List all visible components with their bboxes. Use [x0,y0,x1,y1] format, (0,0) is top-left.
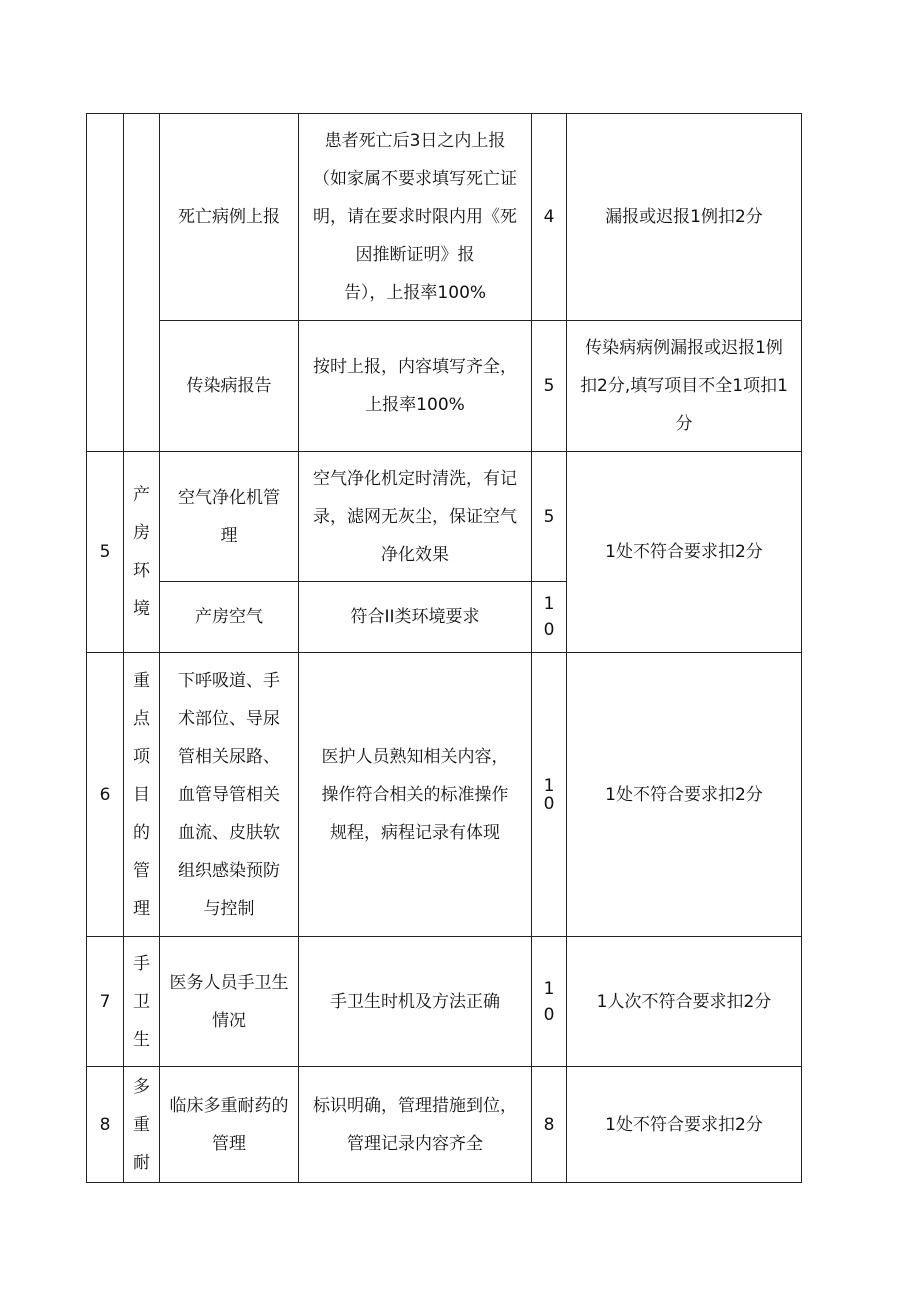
content-line: 操作符合相关的标准操作 [321,784,509,805]
score-text: 4 [543,207,555,227]
category-char: 手 [133,953,150,974]
category-cell-empty [124,114,160,452]
index-cell [87,653,124,937]
content-line: 空气净化机定时清洗，有记 [313,468,517,489]
item-line: 与控制 [203,898,255,919]
category-cell [124,937,160,1067]
score-text: 5 [543,376,555,396]
content-cell [299,452,532,582]
table-row [87,321,802,452]
content-cell [299,653,532,937]
table-row [87,452,802,582]
content-line: 净化效果 [381,544,449,565]
score-text: 5 [543,506,555,527]
score-digit: 1 [543,978,555,999]
content-line: 患者死亡后3日之内上报 [324,131,506,151]
index-cell-empty [87,114,124,452]
category-char: 点 [133,708,150,729]
category-char: 目 [133,784,150,805]
content-line: 因推断证明》报 [355,245,475,265]
content-cell [299,582,532,653]
category-char: 生 [133,1029,150,1050]
content-line: 告），上报率100% [343,283,487,303]
item-line: 情况 [212,1010,246,1031]
item-text: 产房空气 [195,607,263,627]
criteria-text: 1处不符合要求扣2分 [605,1114,763,1135]
item-line: 血流、皮肤软 [178,822,280,843]
item-line: 空气净化机管 [178,487,280,508]
criteria-line: 分 [675,414,693,434]
category-cell [124,1067,160,1183]
score-digit: 1 [543,776,555,796]
item-cell [160,1067,299,1183]
index-text: 7 [99,991,111,1012]
category-char: 多 [133,1076,150,1097]
content-line: 上报率100% [365,395,465,415]
content-cell [299,114,532,321]
criteria-text: 漏报或迟报1例扣2分 [605,207,763,227]
category-char: 的 [133,822,150,843]
category-char: 理 [133,898,150,919]
criteria-cell [567,452,802,653]
score-clipped [532,777,566,813]
score-digit: 0 [543,620,555,640]
criteria-cell [567,653,802,937]
item-line: 下呼吸道、手 [178,670,280,691]
score-cell [532,937,567,1067]
criteria-text: 1处不符合要求扣2分 [605,542,763,562]
item-line: 血管导管相关 [178,784,280,805]
item-line: 组织感染预防 [178,860,280,881]
index-cell [87,452,124,653]
item-text: 传染病报告 [186,376,272,396]
category-cell [124,452,160,653]
score-cell [532,653,567,937]
content-cell [299,937,532,1067]
score-digit: 0 [543,1004,555,1025]
table-row [87,114,802,321]
score-cell [532,1067,567,1183]
content-line: 规程，病程记录有体现 [330,822,500,843]
table-row [87,1067,802,1183]
index-text: 5 [99,542,111,562]
index-cell [87,1067,124,1183]
criteria-cell [567,937,802,1067]
content-line: 按时上报，内容填写齐全， [313,357,517,377]
score-cell [532,321,567,452]
item-line: 临床多重耐药的 [169,1095,289,1116]
table-row [87,937,802,1067]
category-cell [124,653,160,937]
item-line: 管相关尿路、 [178,746,280,767]
category-char: 项 [133,746,150,767]
criteria-line: 传染病病例漏报或迟报1例 [585,338,783,358]
item-cell [160,653,299,937]
evaluation-table [86,113,802,1183]
item-cell [160,114,299,321]
content-text: 手卫生时机及方法正确 [330,991,500,1012]
category-text: 产房环 境 [133,485,150,619]
content-cell [299,1067,532,1183]
content-line: 明，请在要求时限内用《死 [313,207,517,227]
score-text: 8 [543,1114,555,1135]
content-cell [299,321,532,452]
item-line: 术部位、导尿 [178,708,280,729]
content-line: （如家属不要求填写死亡证 [313,169,517,189]
table-row [87,653,802,937]
index-cell [87,937,124,1067]
item-cell [160,937,299,1067]
content-line: 录，滤网无灰尘，保证空气 [313,506,517,527]
item-line: 理 [220,525,238,546]
item-text: 死亡病例上报 [178,207,280,227]
content-line: 管理记录内容齐全 [347,1133,483,1154]
score-digit: 0 [543,793,555,813]
item-cell [160,321,299,452]
criteria-cell [567,1067,802,1183]
category-char: 卫 [133,991,150,1012]
criteria-cell [567,321,802,452]
category-char: 耐 [133,1152,150,1173]
category-char: 重 [133,670,150,691]
item-cell [160,582,299,653]
item-cell [160,452,299,582]
index-text: 6 [99,784,111,805]
content-line: 标识明确，管理措施到位， [313,1095,517,1116]
category-char: 管 [133,860,150,881]
category-char: 重 [133,1114,150,1135]
score-digit: 1 [543,594,555,614]
content-text: 符合II类环境要求 [350,607,480,627]
criteria-cell [567,114,802,321]
criteria-line: 扣2分,填写项目不全1项扣1 [580,376,788,396]
item-line: 医务人员手卫生 [169,972,289,993]
index-text: 8 [99,1114,111,1135]
content-line: 医护人员熟知相关内容， [321,746,509,767]
criteria-text: 1处不符合要求扣2分 [605,784,763,805]
criteria-text: 1人次不符合要求扣2分 [596,991,772,1012]
score-cell [532,452,567,582]
item-line: 管理 [212,1133,246,1154]
score-cell [532,114,567,321]
score-cell [532,582,567,653]
